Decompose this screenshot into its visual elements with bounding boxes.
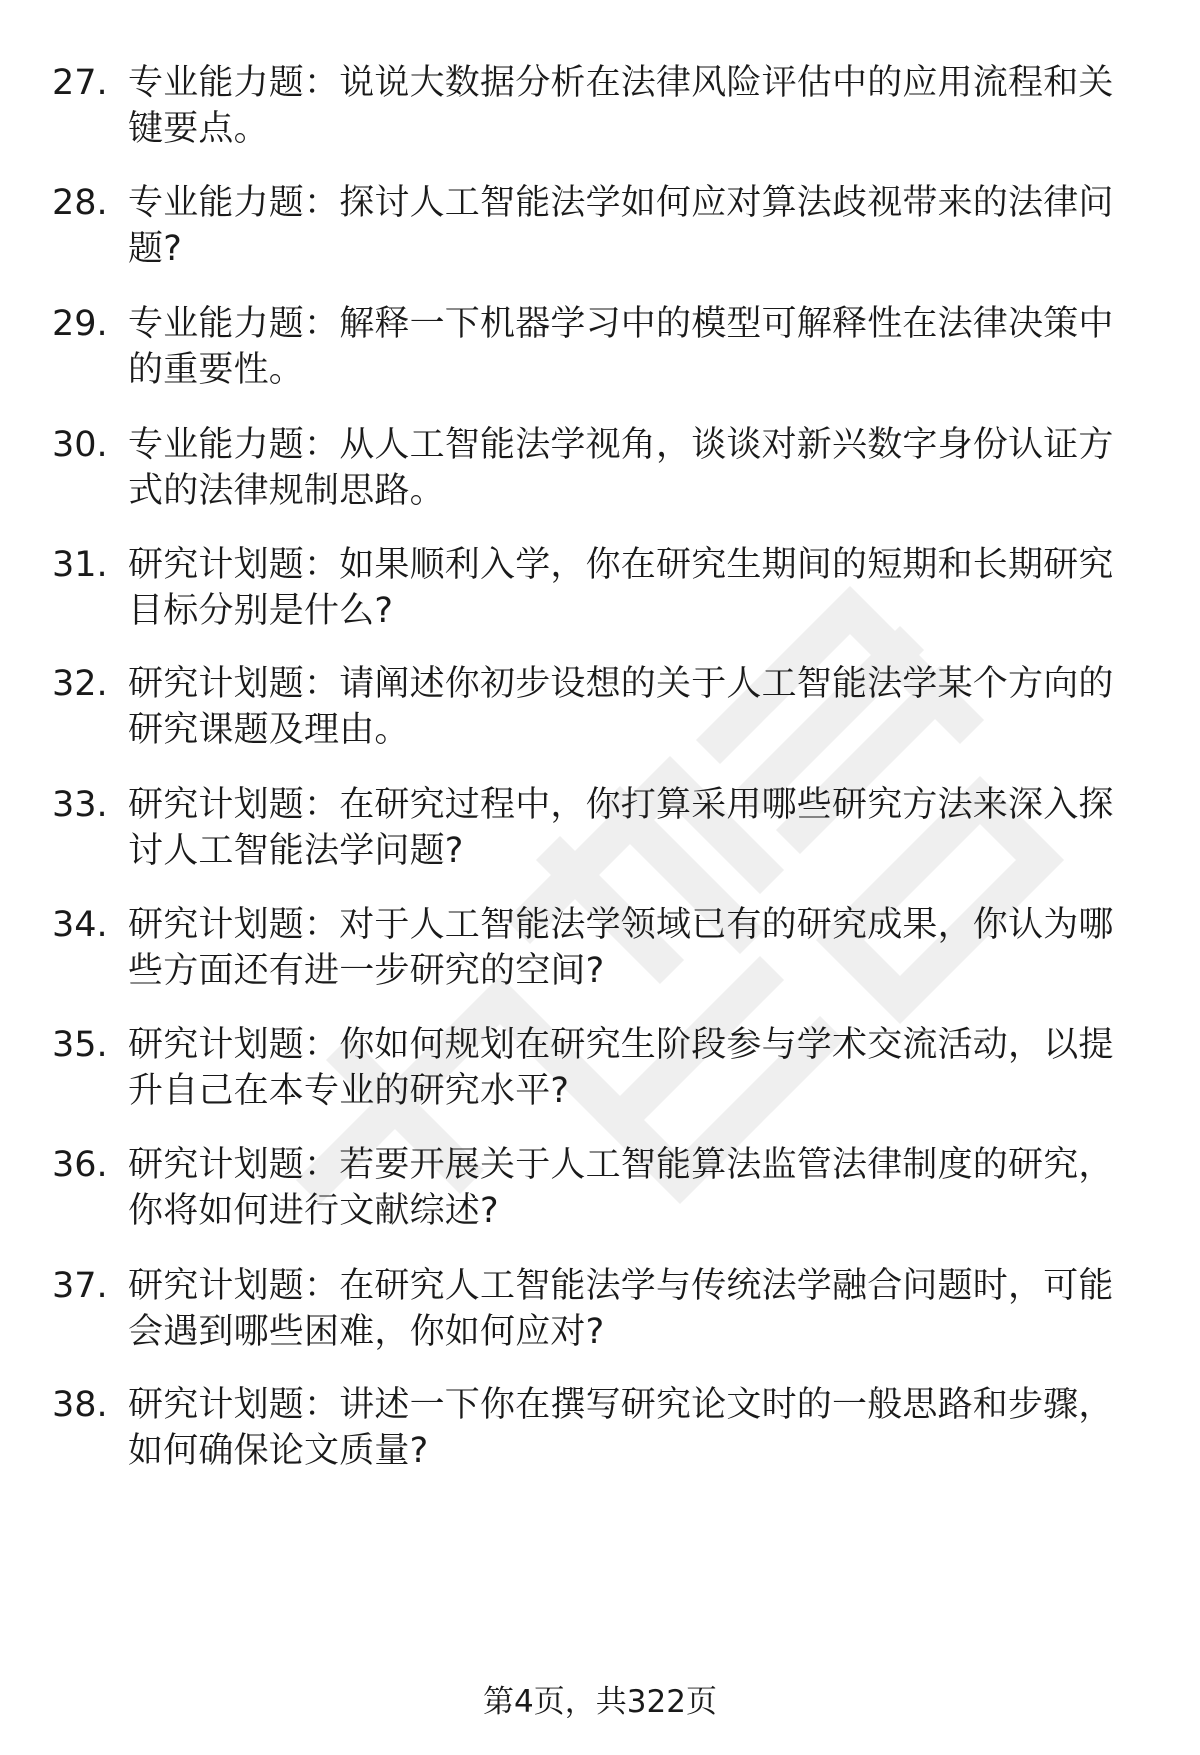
question-item bbox=[0, 782, 1200, 902]
question-item bbox=[0, 301, 1200, 422]
question-text: 专业能力题：说说大数据分析在法律风险评估中的应用流程和关键要点。 bbox=[128, 63, 1114, 149]
question-item bbox=[0, 1382, 1200, 1502]
question-number: 35. bbox=[52, 1025, 108, 1065]
question-text: 研究计划题：若要开展关于人工智能算法监管法律制度的研究，你将如何进行文献综述? bbox=[128, 1145, 1114, 1231]
question-text: 专业能力题：从人工智能法学视角，谈谈对新兴数字身份认证方式的法律规制思路。 bbox=[128, 425, 1114, 511]
question-number: 31. bbox=[52, 545, 108, 585]
question-number: 28. bbox=[52, 183, 108, 223]
question-number: 34. bbox=[52, 905, 108, 945]
question-item bbox=[0, 1022, 1200, 1142]
question-number: 27. bbox=[52, 63, 108, 103]
question-number: 32. bbox=[52, 664, 108, 704]
question-item bbox=[0, 60, 1200, 180]
question-text: 研究计划题：在研究人工智能法学与传统法学融合问题时，可能会遇到哪些困难，你如何应对? bbox=[128, 1266, 1114, 1352]
question-item bbox=[0, 661, 1200, 782]
question-text: 研究计划题：对于人工智能法学领域已有的研究成果，你认为哪些方面还有进一步研究的空间? bbox=[128, 905, 1114, 991]
question-number: 33. bbox=[52, 785, 108, 825]
question-text: 研究计划题：在研究过程中，你打算采用哪些研究方法来深入探讨人工智能法学问题? bbox=[128, 785, 1114, 871]
question-number: 36. bbox=[52, 1145, 108, 1185]
question-item bbox=[0, 422, 1200, 542]
question-text: 专业能力题：解释一下机器学习中的模型可解释性在法律决策中的重要性。 bbox=[128, 304, 1114, 390]
page-number-footer: 第4页，共322页 bbox=[483, 1684, 717, 1720]
question-item bbox=[0, 1263, 1200, 1382]
question-list bbox=[0, 60, 1200, 1502]
question-number: 29. bbox=[52, 304, 108, 344]
question-number: 30. bbox=[52, 425, 108, 465]
question-text: 研究计划题：如果顺利入学，你在研究生期间的短期和长期研究目标分别是什么? bbox=[128, 545, 1114, 631]
question-item bbox=[0, 542, 1200, 661]
question-number: 38. bbox=[52, 1385, 108, 1425]
question-text: 专业能力题：探讨人工智能法学如何应对算法歧视带来的法律问题? bbox=[128, 183, 1114, 269]
question-item bbox=[0, 1142, 1200, 1263]
question-item bbox=[0, 902, 1200, 1022]
question-item bbox=[0, 180, 1200, 301]
question-text: 研究计划题：你如何规划在研究生阶段参与学术交流活动，以提升自己在本专业的研究水平? bbox=[128, 1025, 1114, 1111]
question-text: 研究计划题：讲述一下你在撰写研究论文时的一般思路和步骤，如何确保论文质量? bbox=[128, 1385, 1114, 1471]
question-number: 37. bbox=[52, 1266, 108, 1306]
question-text: 研究计划题：请阐述你初步设想的关于人工智能法学某个方向的研究课题及理由。 bbox=[128, 664, 1114, 750]
